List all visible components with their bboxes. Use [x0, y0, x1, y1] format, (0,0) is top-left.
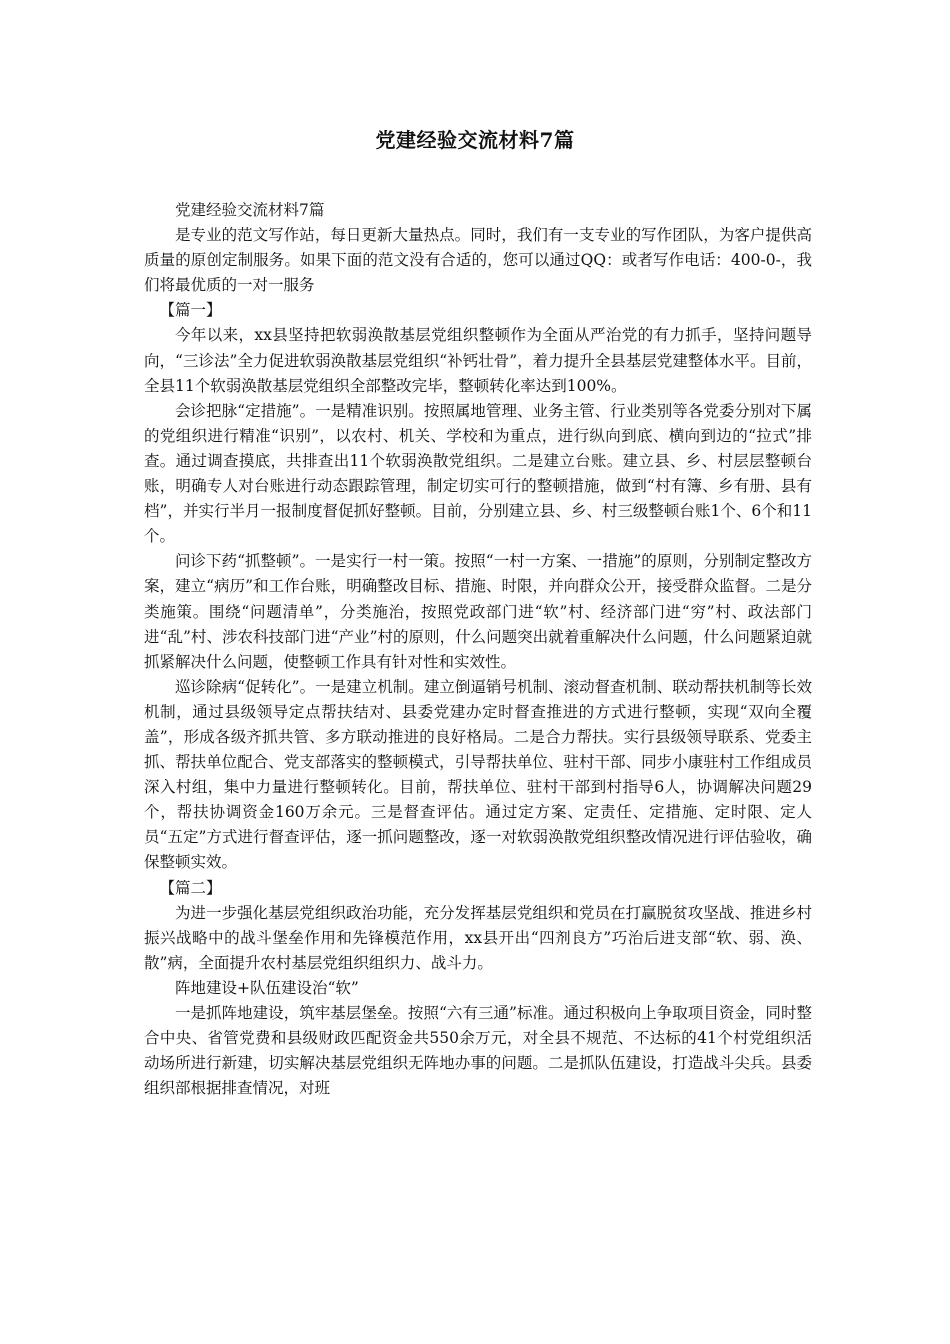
paragraph: 巡诊除病“促转化”。一是建立机制。建立倒逼销号机制、滚动督查机制、联动帮扶机制等长效机制，通过县级领导定点帮扶结对、县委党建办定时督查推进的方式进行整顿，实现“双向全覆盖”，形成各级齐抓共管、多方联动推进的良好格局。二是合力帮扶。实行县级领导联系、党委主抓、帮扶单位配合、党支部落实的整顿模式，引导帮扶单位、驻村干部、同步小康驻村工作组成员深入村组，集中力量进行整顿转化。目前，帮扶单位、驻村干部到村指导6人，协调解决问题29个，帮扶协调资金160万余元。三是督查评估。通过定方案、定责任、定措施、定时限、定人员“五定”方式进行督查评估，逐一抓问题整改，逐一对软弱涣散党组织整改情况进行评估验收，确保整顿实效。: [144, 677, 812, 872]
section-heading: 【篇一】: [159, 301, 222, 320]
paragraph: 是专业的范文写作站，每日更新大量热点。同时，我们有一支专业的写作团队，为客户提供高质量的原创定制服务。如果下面的范文没有合适的，您可以通过QQ：或者写作电话：400-0-，我们将最优质的一对一服务: [144, 226, 812, 295]
paragraph: 阵地建设+队伍建设治“软”: [175, 978, 359, 997]
paragraph: 会诊把脉“定措施”。一是精准识别。按照属地管理、业务主管、行业类别等各党委分别对下属的党组织进行精准“识别”，以农村、机关、学校和为重点，进行纵向到底、横向到边的“拉式”排查。通过调查摸底，共排查出11个软弱涣散党组织。二是建立台账。建立县、乡、村层层整顿台账，明确专人对台账进行动态跟踪管理，制定切实可行的整顿措施，做到“村有簿、乡有册、县有档”，并实行半月一报制度督促抓好整顿。目前，分别建立县、乡、村三级整顿台账1个、6个和11个。: [144, 401, 812, 546]
section-heading: 【篇二】: [159, 878, 222, 897]
paragraph: 党建经验交流材料7篇: [175, 201, 325, 219]
paragraph: 今年以来，xx县坚持把软弱涣散基层党组织整顿作为全面从严治党的有力抓手，坚持问题导向，“三诊法”全力促进软弱涣散基层党组织“补钙壮骨”，着力提升全县基层党建整体水平。目前，全县11个软弱涣散基层党组织全部整改完毕，整顿转化率达到100%。: [144, 326, 812, 395]
paragraph: 为进一步强化基层党组织政治功能，充分发挥基层党组织和党员在打赢脱贫攻坚战、推进乡村振兴战略中的战斗堡垒作用和先锋模范作用，xx县开出“四剂良方”巧治后进支部“软、弱、涣、散”病，全面提升农村基层党组织组织力、战斗力。: [144, 903, 812, 972]
document-title: 党建经验交流材料7篇: [375, 128, 575, 152]
paragraph: 问诊下药“抓整顿”。一是实行一村一策。按照“一村一方案、一措施”的原则，分别制定整改方案，建立“病历”和工作台账，明确整改目标、措施、时限，并向群众公开，接受群众监督。二是分类施策。围绕“问题清单”，分类施治，按照党政部门进“软”村、经济部门进“穷”村、政法部门进“乱”村、涉农科技部门进“产业”村的原则，什么问题突出就着重解决什么问题，什么问题紧迫就抓紧解决什么问题，使整顿工作具有针对性和实效性。: [144, 552, 812, 671]
document-body: [144, 198, 812, 1101]
paragraph: 一是抓阵地建设，筑牢基层堡垒。按照“六有三通”标准。通过积极向上争取项目资金，同时整合中央、省管党费和县级财政匹配资金共550余万元，对全县不规范、不达标的41个村党组织活动场所进行新建，切实解决基层党组织无阵地办事的问题。二是抓队伍建设，打造战斗尖兵。县委组织部根据排查情况，对班: [144, 1004, 812, 1098]
